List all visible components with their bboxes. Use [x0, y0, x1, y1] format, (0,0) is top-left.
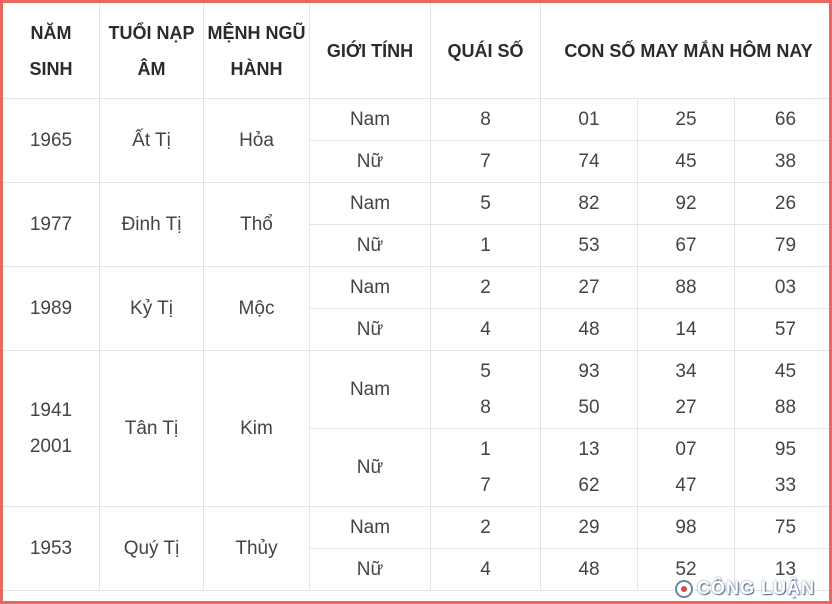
lucky-number-cell	[638, 99, 735, 141]
lucky-number-cell	[541, 183, 638, 225]
lucky-number-cell	[541, 429, 638, 507]
quai-so-cell-value: 4	[480, 318, 491, 340]
tuoi-nap-am-cell: Kỷ Tị	[100, 267, 204, 351]
quai-so-cell	[431, 183, 541, 225]
year-cell-value: 1965	[29, 129, 73, 151]
lucky-number-cell-value: 29	[578, 516, 600, 538]
gender-cell: Nữ	[310, 429, 431, 507]
lucky-number-cell-value: 13	[774, 558, 797, 580]
tuoi-nap-am-cell: Tân Tị	[100, 351, 204, 507]
lucky-number-cell-value: 14	[675, 318, 697, 340]
table-row	[3, 267, 832, 309]
lucky-number-cell-value: 25	[675, 108, 697, 130]
lucky-number-cell-value: 74	[578, 150, 600, 172]
lucky-number-cell-value: 62	[578, 474, 600, 496]
year-cell	[3, 183, 100, 267]
lucky-number-cell-value: 75	[774, 516, 797, 538]
lucky-number-cell-value: 50	[578, 396, 600, 418]
year-cell	[3, 99, 100, 183]
header-tuoi-line1: TUỔI NẠP	[108, 22, 195, 43]
lucky-number-cell-value: 48	[578, 558, 600, 580]
year-cell-value: 1953	[29, 537, 73, 559]
lucky-number-cell	[541, 351, 638, 429]
year-cell-value: 1977	[29, 213, 73, 235]
lucky-number-cell	[638, 267, 735, 309]
header-nam-sinh-line1: NĂM	[30, 22, 72, 43]
header-tuoi-nap-am	[100, 3, 204, 99]
lucky-number-cell	[735, 309, 832, 351]
lucky-number-cell-value: 27	[675, 396, 697, 418]
lucky-number-cell-value: 07	[675, 438, 697, 460]
table-row	[3, 351, 832, 429]
quai-so-cell	[431, 429, 541, 507]
lucky-number-cell-value: 82	[578, 192, 600, 214]
table-row	[3, 99, 832, 141]
lucky-number-cell-value: 38	[774, 150, 797, 172]
logo-icon	[675, 580, 693, 598]
quai-so-cell-value: 8	[480, 108, 491, 130]
menh-ngu-hanh-cell: Thủy	[204, 507, 310, 591]
lucky-number-cell	[638, 351, 735, 429]
lucky-number-cell	[541, 309, 638, 351]
tuoi-nap-am-cell: Quý Tị	[100, 507, 204, 591]
lucky-number-cell-value: 66	[774, 108, 797, 130]
lucky-number-cell-value: 98	[675, 516, 697, 538]
header-con-so: CON SỐ MAY MẮN HÔM NAY	[541, 3, 832, 99]
menh-ngu-hanh-cell: Thổ	[204, 183, 310, 267]
lucky-number-cell-value: 03	[774, 276, 797, 298]
lucky-number-cell	[541, 549, 638, 591]
header-nam-sinh-line2: SINH	[29, 58, 73, 79]
lucky-number-cell-value: 27	[578, 276, 600, 298]
quai-so-cell-value: 2	[480, 516, 491, 538]
menh-ngu-hanh-cell: Hỏa	[204, 99, 310, 183]
gender-cell: Nữ	[310, 549, 431, 591]
gender-cell: Nữ	[310, 141, 431, 183]
lucky-number-cell	[638, 429, 735, 507]
table-body	[3, 99, 832, 591]
watermark-logo	[675, 578, 815, 599]
lucky-number-cell	[735, 183, 832, 225]
gender-cell: Nam	[310, 507, 431, 549]
quai-so-cell	[431, 549, 541, 591]
header-menh-line1: MỆNH NGŨ	[207, 22, 306, 43]
menh-ngu-hanh-cell: Kim	[204, 351, 310, 507]
header-menh-line2: HÀNH	[230, 58, 283, 79]
lucky-number-cell	[735, 429, 832, 507]
quai-so-cell-value: 4	[480, 558, 491, 580]
header-menh-ngu-hanh	[204, 3, 310, 99]
header-tuoi-line2: ÂM	[137, 58, 166, 79]
lucky-number-cell-value: 52	[675, 558, 697, 580]
lucky-number-cell	[541, 267, 638, 309]
tuoi-nap-am-cell: Ất Tị	[100, 99, 204, 183]
quai-so-cell-value: 2	[480, 276, 491, 298]
lucky-number-cell	[735, 225, 832, 267]
lucky-number-cell	[735, 141, 832, 183]
header-gioi-tinh: GIỚI TÍNH	[310, 3, 431, 99]
lucky-number-cell	[638, 309, 735, 351]
gender-cell: Nam	[310, 99, 431, 141]
lucky-number-cell-value: 26	[774, 192, 797, 214]
quai-so-cell	[431, 309, 541, 351]
lucky-number-cell	[638, 141, 735, 183]
header-row	[3, 3, 832, 99]
lucky-number-cell-value: 88	[774, 396, 797, 418]
quai-so-cell-value: 5	[480, 192, 491, 214]
year-cell-value: 2001	[29, 435, 73, 457]
lucky-number-cell	[638, 225, 735, 267]
lucky-number-cell-value: 01	[578, 108, 600, 130]
quai-so-cell	[431, 225, 541, 267]
quai-so-cell-value: 1	[480, 234, 491, 256]
lucky-number-cell	[541, 507, 638, 549]
gender-cell: Nam	[310, 183, 431, 225]
table-row	[3, 183, 832, 225]
lucky-number-cell-value: 45	[675, 150, 697, 172]
lucky-number-cell-value: 92	[675, 192, 697, 214]
quai-so-cell	[431, 141, 541, 183]
lucky-number-cell	[735, 507, 832, 549]
lucky-numbers-table	[2, 2, 832, 591]
gender-cell: Nam	[310, 351, 431, 429]
lucky-number-cell-value: 95	[774, 438, 797, 460]
year-cell-value: 1941	[29, 399, 73, 421]
year-cell	[3, 351, 100, 507]
lucky-number-cell-value: 93	[578, 360, 600, 382]
year-cell	[3, 267, 100, 351]
tuoi-nap-am-cell: Đinh Tị	[100, 183, 204, 267]
lucky-number-cell-value: 33	[774, 474, 797, 496]
header-quai-so: QUÁI SỐ	[431, 3, 541, 99]
lucky-number-cell-value: 67	[675, 234, 697, 256]
lucky-number-cell-value: 45	[774, 360, 797, 382]
gender-cell: Nữ	[310, 309, 431, 351]
lucky-number-cell-value: 34	[675, 360, 697, 382]
gender-cell: Nam	[310, 267, 431, 309]
quai-so-cell	[431, 351, 541, 429]
quai-so-cell-value: 1	[480, 438, 491, 460]
quai-so-cell	[431, 267, 541, 309]
watermark-text: CÔNG LUẬN	[697, 578, 815, 598]
lucky-number-cell-value: 53	[578, 234, 600, 256]
quai-so-cell-value: 7	[480, 474, 491, 496]
lucky-number-cell-value: 79	[774, 234, 797, 256]
quai-so-cell	[431, 99, 541, 141]
quai-so-cell-value: 7	[480, 150, 491, 172]
lucky-number-cell	[735, 99, 832, 141]
table-row	[3, 507, 832, 549]
lucky-number-cell	[541, 225, 638, 267]
lucky-number-cell-value: 48	[578, 318, 600, 340]
year-cell	[3, 507, 100, 591]
quai-so-cell	[431, 507, 541, 549]
lucky-number-cell	[541, 141, 638, 183]
lucky-number-cell-value: 47	[675, 474, 697, 496]
lucky-number-cell-value: 88	[675, 276, 697, 298]
lucky-number-cell	[638, 507, 735, 549]
lucky-number-cell	[735, 351, 832, 429]
menh-ngu-hanh-cell: Mộc	[204, 267, 310, 351]
lucky-number-cell	[735, 267, 832, 309]
lucky-number-cell	[541, 99, 638, 141]
header-nam-sinh	[3, 3, 100, 99]
lucky-number-cell	[638, 183, 735, 225]
year-cell-value: 1989	[29, 297, 73, 319]
quai-so-cell-value: 5	[480, 360, 491, 382]
lucky-number-cell-value: 13	[578, 438, 600, 460]
lucky-number-cell-value: 57	[774, 318, 797, 340]
gender-cell: Nữ	[310, 225, 431, 267]
quai-so-cell-value: 8	[480, 396, 491, 418]
